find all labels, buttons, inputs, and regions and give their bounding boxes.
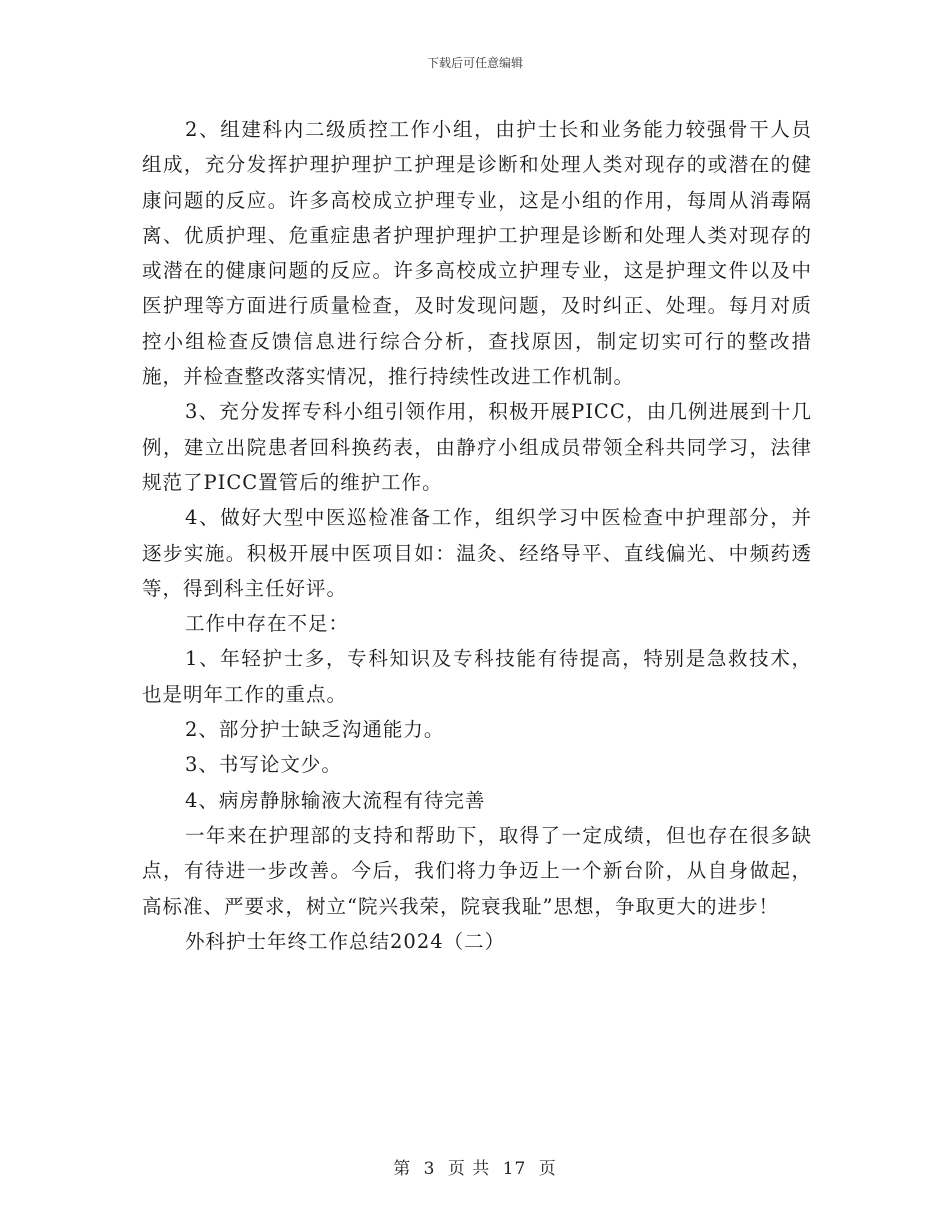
paragraph-shortcoming-3: 3、书写论文少。 [185,753,342,777]
footer-total-pages: 17 [502,1159,527,1179]
paragraph-shortcoming-2: 2、部分护士缺乏沟通能力。 [185,718,445,742]
paragraph-conclusion: 一年来在护理部的支持和帮助下，取得了一定成绩，但也存在很多缺点，有待进一步改善。今后，我们将力争迈上一个新台阶，从自身做起，高标准、严要求，树立“院兴我荣，院衰我耻”思想，争取更大的进步！ [142,823,812,918]
footer-prefix: 第 [393,1159,412,1179]
paragraph-shortcoming-1: 1、年轻护士多，专科知识及专科技能有待提高，特别是急救技术，也是明年工作的重点。 [142,647,812,706]
page-header-note: 下载后可任意编辑 [426,56,523,70]
paragraph-specialty-group-picc: 3、充分发挥专科小组引领作用，积极开展PICC，由几例进展到十几例，建立出院患者回科换药表，由静疗小组成员带领全科共同学习，法律规范了PICC置管后的维护工作。 [142,400,812,494]
page-footer [0,1154,950,1179]
paragraph-shortcoming-4: 4、病房静脉输液大流程有待完善 [185,788,486,812]
footer-current-page: 3 [423,1159,436,1179]
footer-suffix: 页 [538,1159,557,1179]
paragraph-shortcomings-heading: 工作中存在不足： [185,612,350,636]
paragraph-next-section-title: 外科护士年终工作总结2024（二） [185,929,506,953]
paragraph-tcm-inspection: 4、做好大型中医巡检准备工作，组织学习中医检查中护理部分，并逐步实施。积极开展中医项目如：温灸、经络导平、直线偏光、中频药透等，得到科主任好评。 [142,506,812,600]
document-body [142,112,812,959]
footer-middle: 页 共 [447,1159,491,1179]
paragraph-quality-control-group: 2、组建科内二级质控工作小组，由护士长和业务能力较强骨干人员组成，充分发挥护理护理护工护理是诊断和处理人类对现存的或潜在的健康问题的反应。许多高校成立护理专业，这是小组的作用，每周从消毒隔离、优质护理、危重症患者护理护理护工护理是诊断和处理人类对现存的或潜在的健康问题的反应。许多高校成立护理专业，这是护理文件以及中医护理等方面进行质量检查，及时发现问题，及时纠正、处理。每月对质控小组检查反馈信息进行综合分析，查找原因，制定切实可行的整改措施，并检查整改落实情况，推行持续性改进工作机制。 [142,118,812,389]
